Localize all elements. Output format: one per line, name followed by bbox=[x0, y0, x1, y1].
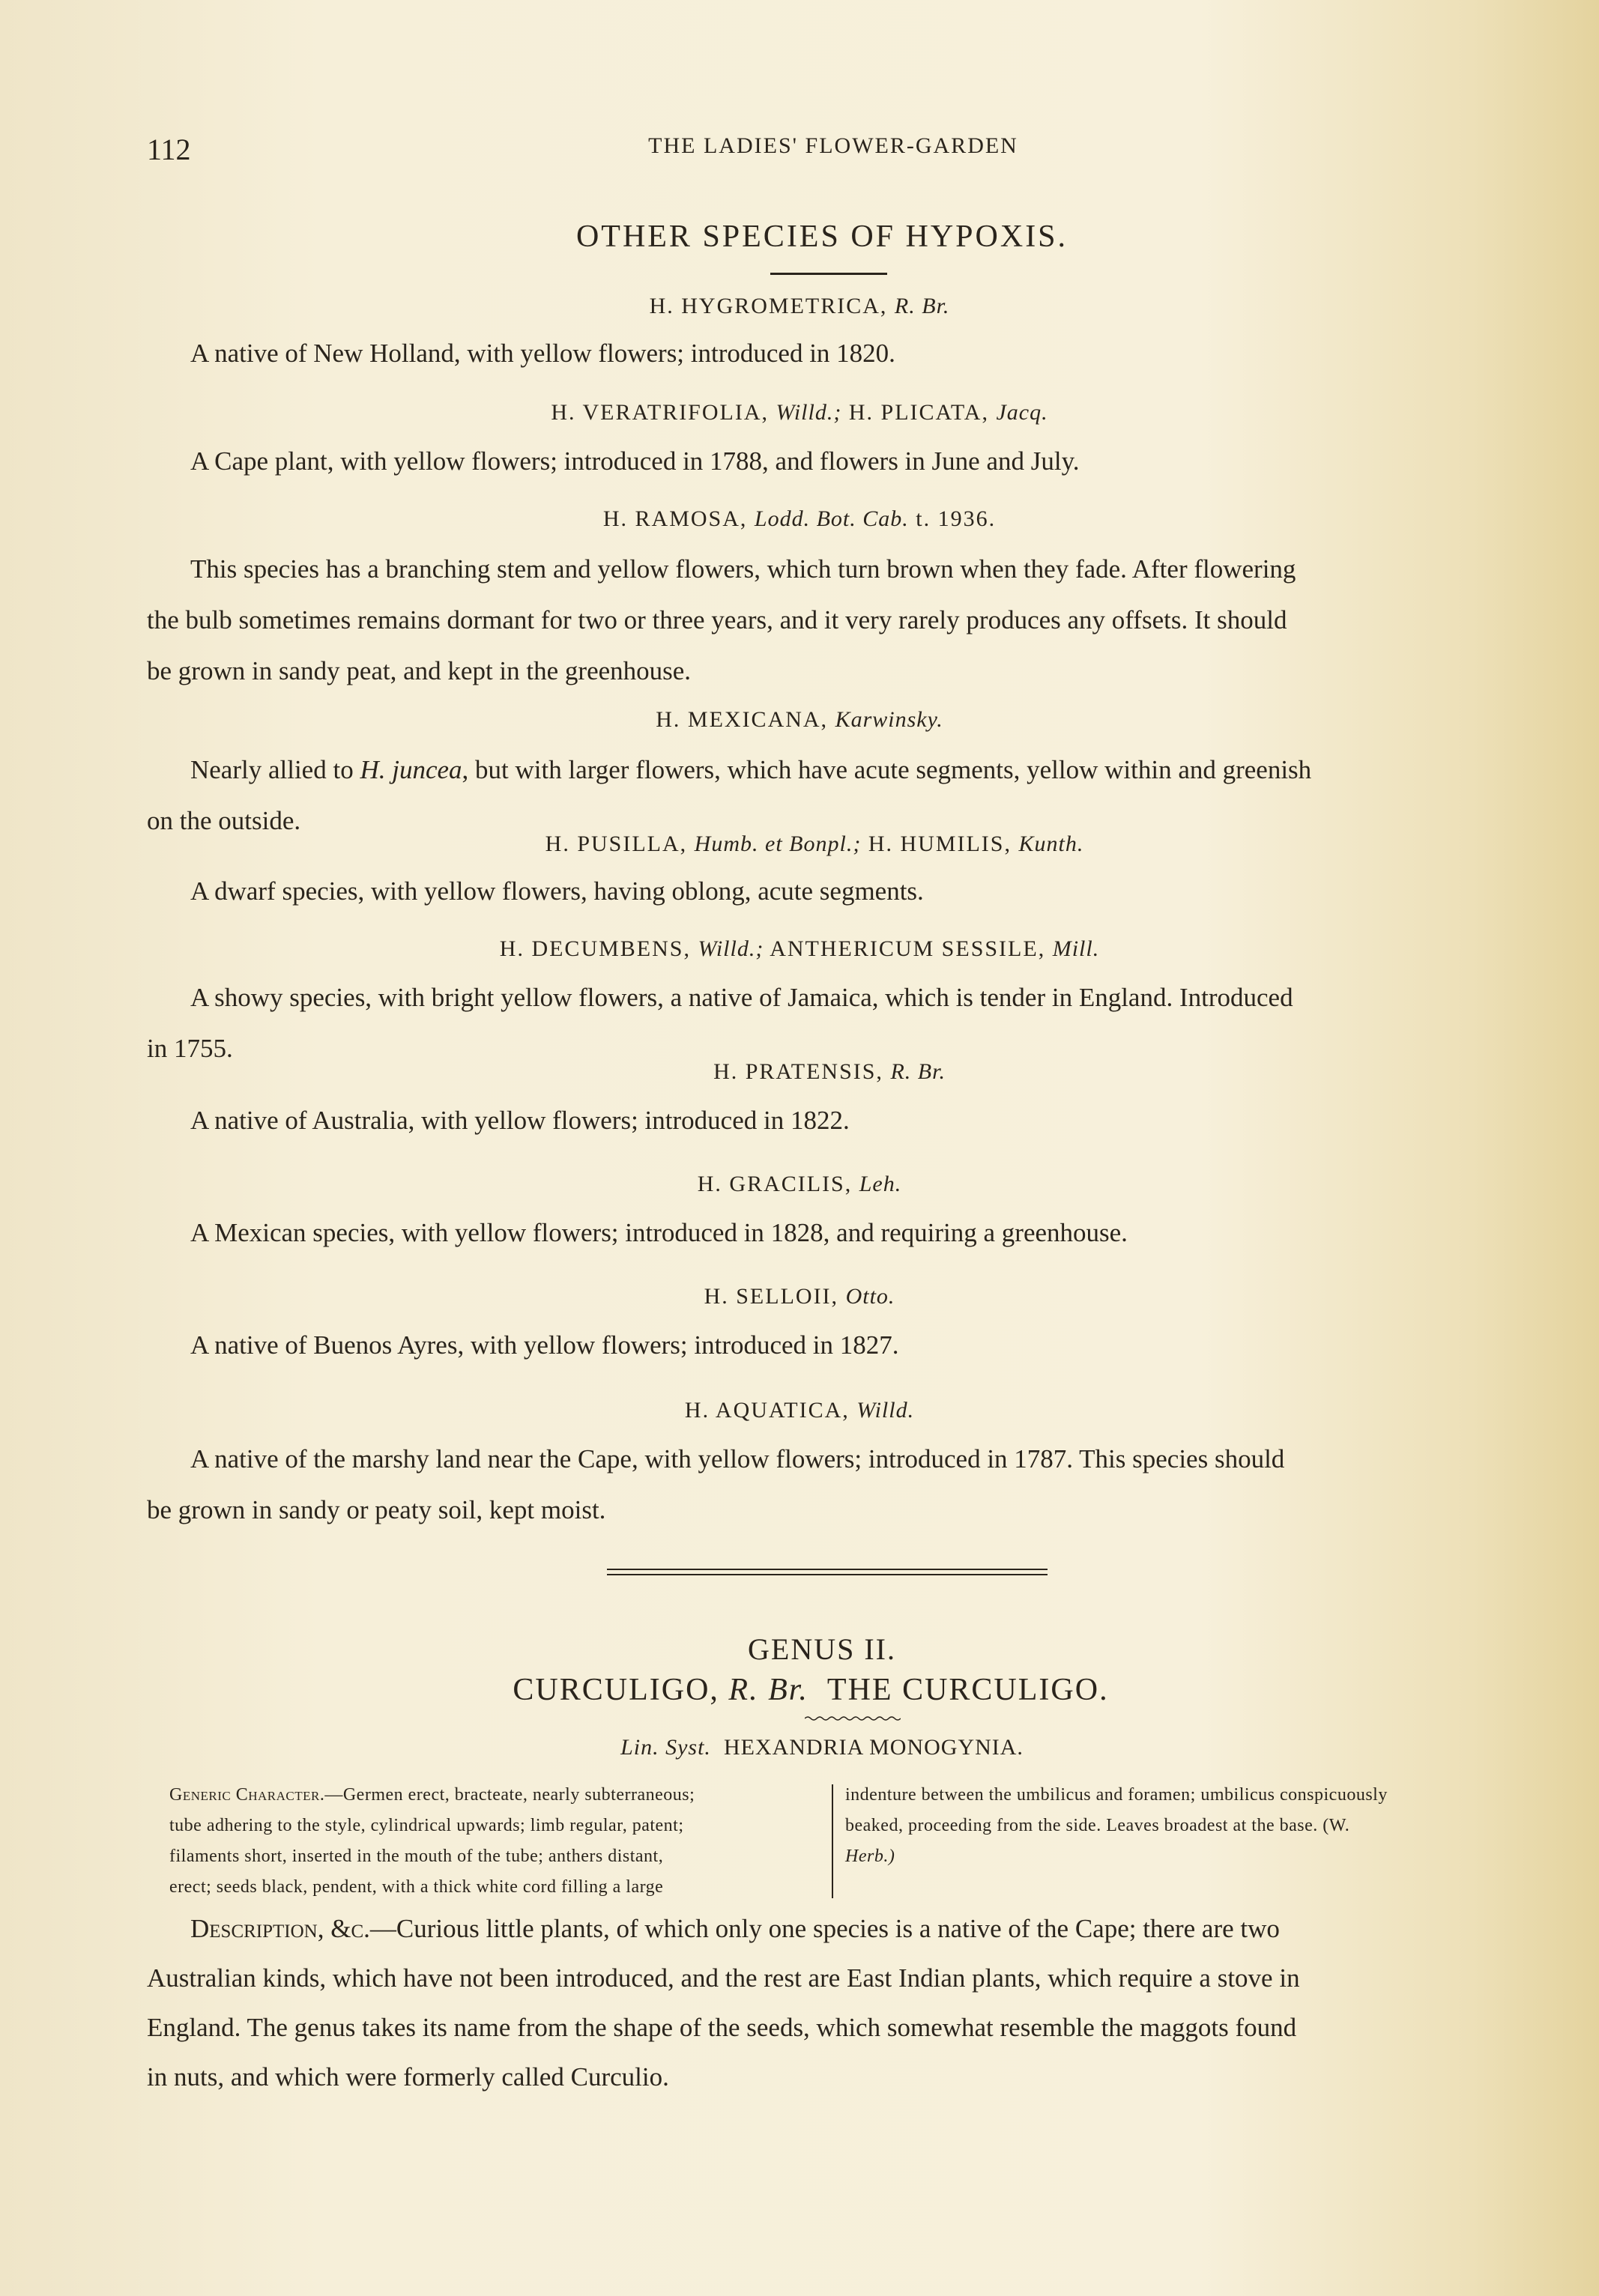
species-heading-hygrometrica: H. HYGROMETRICA, R. Br. bbox=[649, 294, 950, 318]
section-divider bbox=[607, 1569, 1048, 1575]
genus-heading: GENUS II. bbox=[748, 1632, 896, 1666]
species-heading-ramosa: H. RAMOSA, Lodd. Bot. Cab. t. 1936. bbox=[602, 506, 997, 531]
species-heading-pusilla: H. PUSILLA, Humb. et Bonpl.; H. HUMILIS, Kunth. bbox=[545, 832, 1084, 856]
species-text-gracilis: A Mexican species, with yellow flowers; introduced in 1828, and requiring a greenhouse. bbox=[190, 1218, 1128, 1247]
species-text-pratensis: A native of Australia, with yellow flowers; introduced in 1822. bbox=[190, 1106, 850, 1135]
genus-name: CURCULIGO, R. Br. THE CURCULIGO. bbox=[513, 1673, 1109, 1707]
page-number: 112 bbox=[147, 133, 191, 166]
species-heading-decumbens: H. DECUMBENS, Willd.; ANTHERICUM SESSILE, Mill. bbox=[499, 936, 1100, 961]
section-title: OTHER SPECIES OF HYPOXIS. bbox=[575, 219, 1068, 254]
species-text-selloii: A native of Buenos Ayres, with yellow flowers; introduced in 1827. bbox=[190, 1330, 899, 1360]
species-heading-pratensis: H. PRATENSIS, R. Br. bbox=[713, 1059, 946, 1084]
genus-description: Description, &c.—Curious little plants, of which only one species is a native of the Cape; there are two Australian kinds, which have not been introduced, and the rest are East Indian plants, which require a stove in England. The genus takes its name from the shape of the seeds, which somewhat resemble the maggots found in nuts, and which were formerly called Curculio. bbox=[147, 1914, 1300, 2091]
species-text-pusilla: A dwarf species, with yellow flowers, having oblong, acute segments. bbox=[190, 876, 924, 906]
species-text-decumbens: A showy species, with bright yellow flowers, a native of Jamaica, which is tender in England. Introduced in 1755. bbox=[147, 983, 1293, 1063]
wavy-underline bbox=[805, 1715, 901, 1721]
title-rule bbox=[770, 273, 887, 275]
species-text-mexicana: Nearly allied to H. juncea, but with larger flowers, which have acute segments, yellow within and greenish on the outside. bbox=[147, 755, 1312, 835]
linnaean-system: Lin. Syst. HEXANDRIA MONOGYNIA. bbox=[620, 1735, 1024, 1760]
species-text-aquatica: A native of the marshy land near the Cape, with yellow flowers; introduced in 1787. This species should be grown in sandy or peaty soil, kept moist. bbox=[147, 1444, 1285, 1524]
species-text-ramosa: This species has a branching stem and yellow flowers, which turn brown when they fade. After flowering the bulb sometimes remains dormant for two or three years, and it very rarely produces any offsets. It should be grown in sandy peat, and kept in the greenhouse. bbox=[147, 554, 1296, 685]
species-heading-selloii: H. SELLOII, Otto. bbox=[704, 1284, 895, 1309]
species-heading-gracilis: H. GRACILIS, Leh. bbox=[697, 1172, 902, 1196]
species-text-hygrometrica: A native of New Holland, with yellow flowers; introduced in 1820. bbox=[190, 339, 895, 368]
generic-character-right: indenture between the umbilicus and foramen; umbilicus conspicuously beaked, proceeding from the side. Leaves broadest at the base. (W. Herb.) bbox=[845, 1785, 1388, 1866]
column-divider bbox=[832, 1784, 833, 1898]
species-heading-veratrifolia: H. VERATRIFOLIA, Willd.; H. PLICATA, Jacq. bbox=[551, 400, 1048, 425]
species-heading-aquatica: H. AQUATICA, Willd. bbox=[684, 1398, 915, 1423]
running-head: THE LADIES' FLOWER-GARDEN bbox=[648, 133, 1018, 158]
species-heading-mexicana: H. MEXICANA, Karwinsky. bbox=[656, 707, 943, 732]
generic-character-left: Generic Character.—Germen erect, bracteate, nearly subterraneous; tube adhering to the style, cylindrical upwards; limb regular, patent; filaments short, inserted in the mouth of the tube; anthers distant, erect; seeds black, pendent, with a thick white cord filling a large bbox=[169, 1785, 695, 1897]
species-text-veratrifolia: A Cape plant, with yellow flowers; introduced in 1788, and flowers in June and July. bbox=[190, 446, 1080, 476]
